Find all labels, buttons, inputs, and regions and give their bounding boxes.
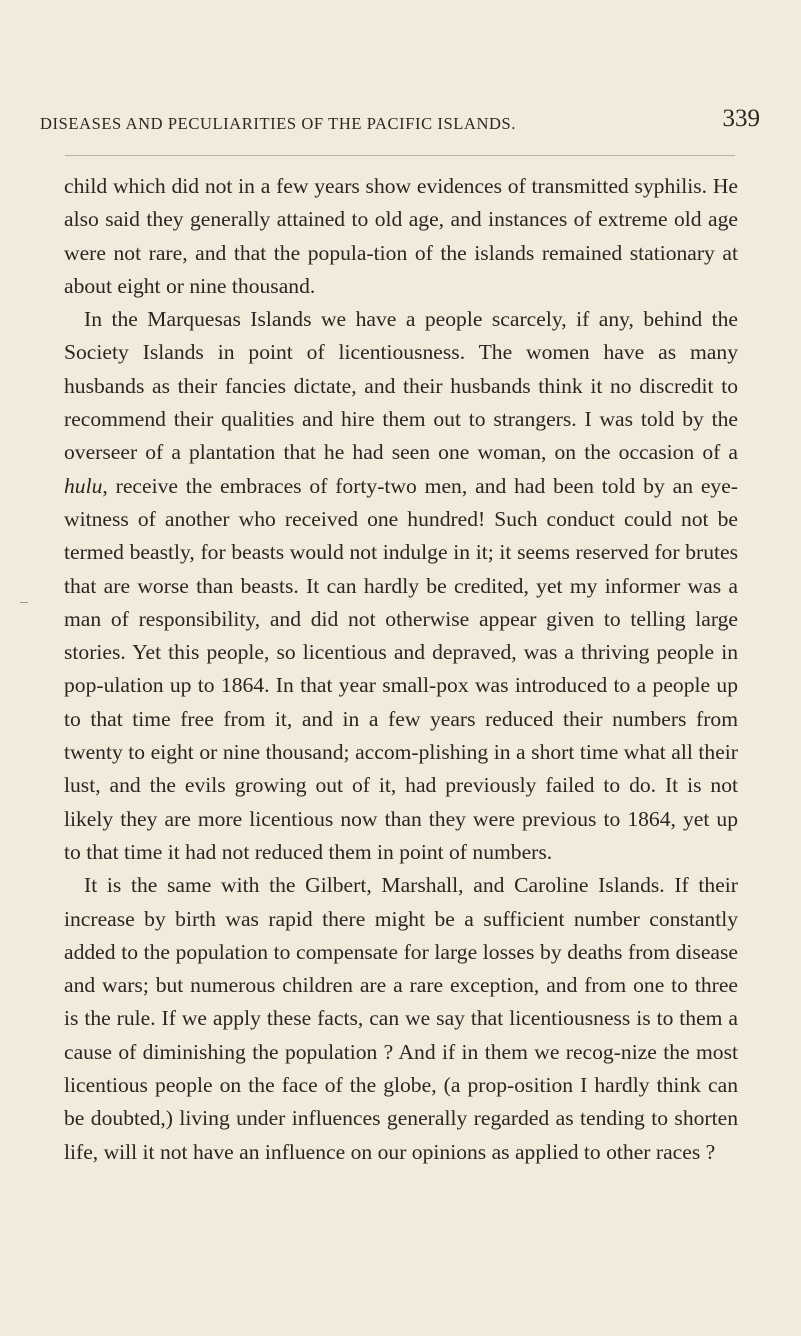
paragraph-marquesas — [64, 303, 738, 869]
italic-term: hulu — [64, 473, 103, 498]
paragraph-continued: child which did not in a few years show evidences of transmitted syphilis. He also said they generally attained to old age, and instances of extreme old age were not rare, and that the popula-tion of the islands remained stationary at about eight or nine thousand. — [64, 174, 738, 298]
paragraph-gilbert: It is the same with the Gilbert, Marshall, and Caroline Islands. If their increase by birth was rapid there might be a sufficient number constantly added to the population to compensate for large losses by deaths from disease and wars; but numerous children are a rare exception, and from one to three is the rule. If we apply these facts, can we say that licentiousness is to them a cause of diminishing the population ? And if in them we recog-nize the most licentious people on the face of the globe, (a prop-osition I hardly think can be doubted,) living under influences generally regarded as tending to shorten life, will it not have an influence on our opinions as applied to other races ? — [64, 873, 738, 1164]
page-number: 339 — [722, 105, 760, 132]
header-rule — [65, 155, 735, 156]
paragraph-text: In the Marquesas Islands we have a people scarcely, if any, behind the Society Islands in point of licentiousness. The women have as many husbands as their fancies dictate, and their husbands think it no discredit to recommend their qualities and hire them out to strangers. I was told by the overseer of a plantation that he had seen one woman, on the occasion of a — [64, 307, 738, 465]
margin-mark — [20, 602, 28, 603]
body-text — [64, 170, 738, 1169]
page-header — [40, 104, 760, 140]
paragraph-text: , receive the embraces of forty-two men, and had been told by an eye-witness of another who received one hundred! Such conduct could not be termed beastly, for beasts would not indulge in it; it seems reserved for brutes that are worse than beasts. It can hardly be credited, yet my informer was a man of responsibility, and did not otherwise appear given to telling large stories. Yet this people, so licentious and depraved, was a thriving people in pop-ulation up to 1864. In that year small-pox was introduced to a people up to that time free from it, and in a few years reduced their numbers from twenty to eight or nine thousand; accom-plishing in a short time what all their lust, and the evils growing out of it, had previously failed to do. It is not likely they are more licentious now than they were previous to 1864, yet up to that time it had not reduced them in point of numbers. — [64, 473, 738, 864]
running-head: DISEASES AND PECULIARITIES OF THE PACIFIC ISLANDS. — [40, 114, 517, 133]
